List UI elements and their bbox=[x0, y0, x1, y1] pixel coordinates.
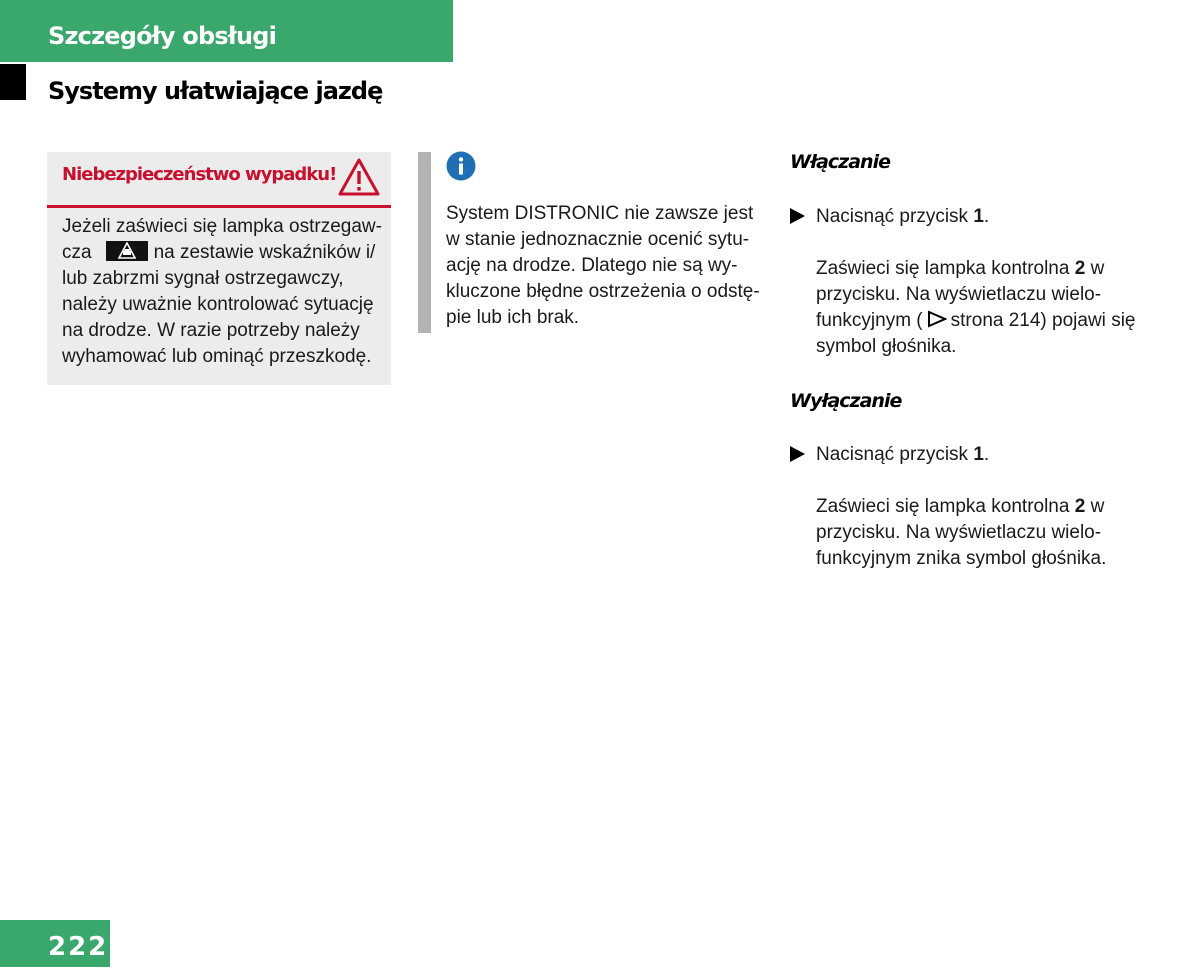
switch-on-result-mid: w przycisku. Na wyświetlaczu wielo-funkcyjnym ( bbox=[816, 258, 1105, 331]
info-sidebar bbox=[418, 152, 431, 333]
step-arrow-icon bbox=[790, 208, 805, 224]
warning-triangle-icon bbox=[338, 157, 380, 197]
distance-warning-lamp-icon bbox=[106, 241, 148, 261]
section-marker bbox=[0, 64, 26, 100]
switch-off-step: Nacisnąć przycisk 1. bbox=[790, 442, 989, 468]
step-arrow-icon bbox=[790, 446, 805, 462]
warning-box bbox=[47, 152, 391, 385]
info-icon bbox=[446, 151, 476, 181]
warning-heading: Niebezpieczeństwo wypadku! bbox=[62, 164, 337, 185]
warning-text-part1: Jeżeli zaświeci się lampka ostrzegaw-cza bbox=[62, 216, 382, 263]
switch-on-step-number: 1 bbox=[973, 206, 984, 227]
chapter-title: Szczegóły obsługi bbox=[48, 22, 277, 50]
warning-divider bbox=[47, 205, 391, 208]
page-reference-icon bbox=[927, 310, 947, 328]
section-title: Systemy ułatwiające jazdę bbox=[48, 77, 383, 105]
switch-off-step-text: Nacisnąć przycisk bbox=[816, 444, 969, 465]
warning-text bbox=[62, 214, 390, 370]
switch-on-result bbox=[816, 256, 1146, 360]
warning-text-part2: na zestawie wskaźników i/ lub zabrzmi sygnał ostrzegawczy, należy uważnie kontrolować sytuację na drodze. W razie potrzeby należy wyhamować lub ominąć przeszkodę. bbox=[62, 242, 376, 367]
switch-off-result-rest: w przycisku. Na wyświetlaczu wielo-funkcyjnym znika symbol głośnika. bbox=[816, 496, 1107, 569]
switch-off-result-number: 2 bbox=[1074, 496, 1086, 517]
page-number: 222 bbox=[48, 932, 109, 962]
switch-on-result-number: 2 bbox=[1074, 258, 1086, 279]
switch-off-result-lead: Zaświeci się lampka kontrolna bbox=[816, 496, 1070, 517]
switch-on-result-ref: strona 214) pojawi bbox=[950, 310, 1106, 331]
switch-on-result-lead: Zaświeci się lampka kontrolna bbox=[816, 258, 1070, 279]
switch-on-step: Nacisnąć przycisk 1. bbox=[790, 204, 989, 230]
switch-off-step-number: 1 bbox=[973, 444, 984, 465]
switch-on-step-text: Nacisnąć przycisk bbox=[816, 206, 969, 227]
switch-on-heading: Włączanie bbox=[790, 151, 890, 173]
switch-off-heading: Wyłączanie bbox=[790, 390, 902, 412]
info-text: System DISTRONIC nie zawsze jest w stanie jednoznacznie ocenić sytu-ację na drodze. Dlatego nie są wy-kluczone błędne ostrzeżenia o odstę-pie lub ich brak. bbox=[446, 203, 760, 328]
switch-on-result-end: się symbol głośnika. bbox=[816, 310, 1136, 357]
switch-off-result bbox=[816, 494, 1146, 572]
